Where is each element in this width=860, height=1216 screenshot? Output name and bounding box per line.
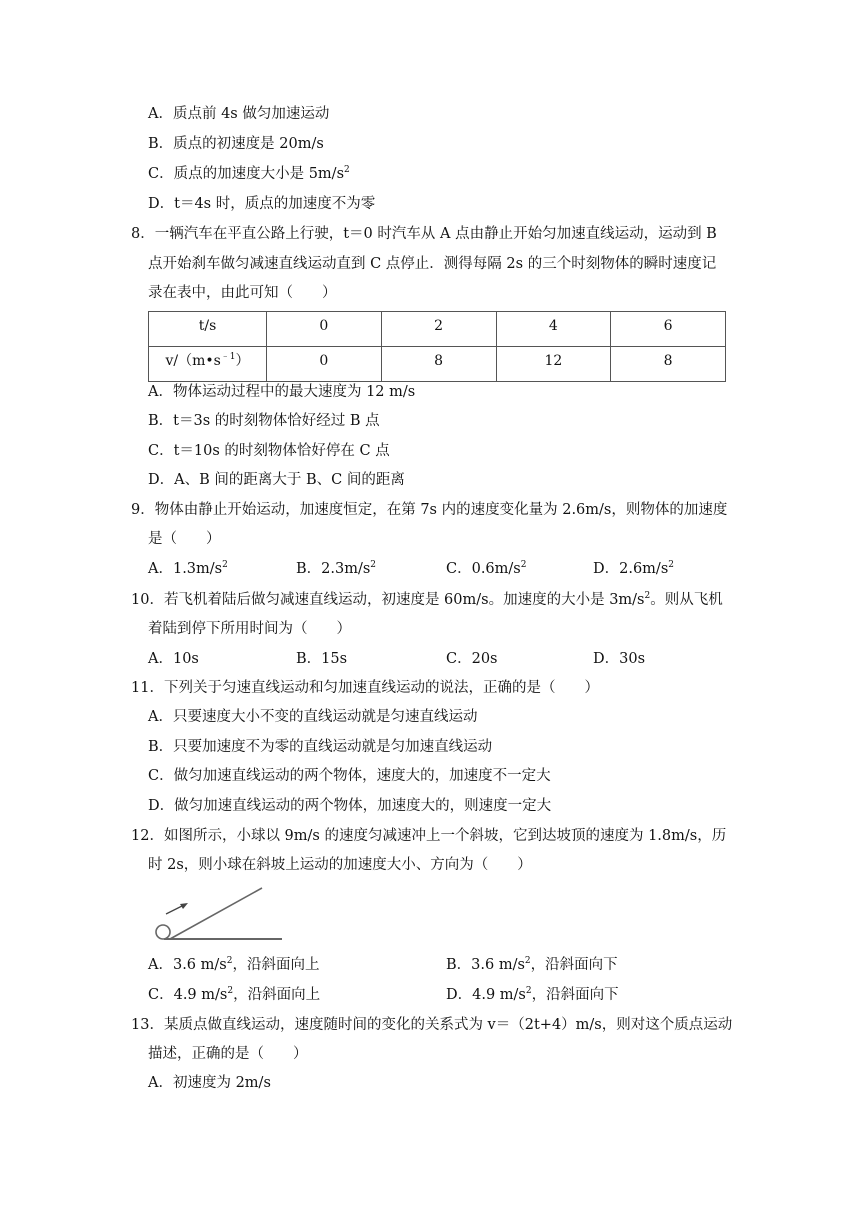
q11-option-b: B．只要加速度不为零的直线运动就是匀加速直线运动: [148, 739, 493, 755]
table-cell: 0: [267, 312, 382, 347]
q9-option-a: A．$1.3m/s^2$: [148, 560, 228, 577]
q8-option-a: A．物体运动过程中的最大速度为 12 m/s: [148, 384, 416, 400]
q10-option-d: D．30s: [593, 651, 646, 667]
q9-stem-line1: 9．物体由静止开始运动，加速度恒定，在第 7s 内的速度变化量为 2.6m/s，则物体的加速度: [131, 502, 728, 518]
q11-option-c: C．做匀加速直线运动的两个物体，速度大的，加速度不一定大: [148, 768, 551, 784]
q11-option-d: D．做匀加速直线运动的两个物体，加速度大的，则速度一定大: [148, 798, 552, 814]
q12-option-a: A．3.6 $m/s^2$，沿斜面向上: [148, 956, 320, 973]
speed-table: [148, 311, 726, 382]
q8-stem-line3: 录在表中，由此可知（ ）: [148, 285, 337, 301]
q7-option-d: D．t＝4s 时，质点的加速度不为零: [148, 196, 376, 212]
q8-stem-line1: 8．一辆汽车在平直公路上行驶，t＝0 时汽车从 A 点由静止开始匀加速直线运动，运动到 B: [131, 226, 717, 242]
q12-stem-line2: 时 2s，则小球在斜坡上运动的加速度大小、方向为（ ）: [148, 857, 532, 873]
q10-option-c: C．20s: [446, 651, 498, 667]
table-header-velocity: $v/(m•s^{﹣1})$: [149, 347, 267, 382]
q12-option-c: C．4.9 $m/s^2$，沿斜面向上: [148, 986, 321, 1003]
q10-stem-line2: 着陆到停下所用时间为（ ）: [148, 621, 351, 637]
q8-option-d: D．A、B 间的距离大于 B、C 间的距离: [148, 472, 405, 488]
q13-stem-line1: 13．某质点做直线运动，速度随时间的变化的关系式为 v＝（2t+4）m/s，则对这个质点运动: [131, 1017, 733, 1033]
table-cell: 6: [611, 312, 726, 347]
q12-stem-line1: 12．如图所示，小球以 9m/s 的速度匀减速冲上一个斜坡，它到达坡顶的速度为 1.8m/s，历: [131, 828, 727, 844]
q9-option-b: B．$2.3m/s^2$: [296, 560, 377, 577]
q12-option-b: B．3.6 $m/s^2$，沿斜面向下: [446, 956, 618, 973]
q10-option-b: B．15s: [296, 651, 348, 667]
q10-option-a: A．10s: [148, 651, 199, 667]
table-row: [149, 347, 726, 382]
q8-option-b: B．t＝3s 的时刻物体恰好经过 B 点: [148, 413, 380, 429]
q11-option-a: A．只要速度大小不变的直线运动就是匀速直线运动: [148, 709, 478, 725]
table-header-time: t/s: [149, 312, 267, 347]
q8-option-c: C．t＝10s 的时刻物体恰好停在 C 点: [148, 443, 390, 459]
q9-stem-line2: 是（ ）: [148, 531, 221, 547]
ball-on-slope-figure: [150, 884, 290, 944]
ball: [156, 925, 170, 939]
table-cell: 4: [496, 312, 611, 347]
q9-option-c: C．$0.6m/s^2$: [446, 560, 527, 577]
table-cell: 12: [496, 347, 611, 382]
q13-option-a: A．初速度为 2m/s: [148, 1075, 271, 1091]
q11-stem-line1: 11．下列关于匀速直线运动和匀加速直线运动的说法，正确的是（ ）: [131, 680, 599, 696]
table-cell: 8: [611, 347, 726, 382]
q9-option-d: D．$2.6m/s^2$: [593, 560, 674, 577]
q13-stem-line2: 描述，正确的是（ ）: [148, 1046, 308, 1062]
velocity-arrow: [166, 905, 184, 914]
q12-option-d: D．4.9 $m/s^2$，沿斜面向下: [446, 986, 619, 1003]
table-row: [149, 312, 726, 347]
q10-stem-line1: 10．若飞机着陆后做匀减速直线运动，初速度是 60m/s。加速度的大小是 $3m/s^2$。则从飞机: [131, 591, 723, 608]
q8-stem-line2: 点开始刹车做匀减速直线运动直到 C 点停止．测得每隔 2s 的三个时刻物体的瞬时速度记: [148, 256, 717, 272]
q7-option-c: C．质点的加速度大小是 $5m/s^2$: [148, 165, 350, 182]
table-cell: 0: [267, 347, 382, 382]
table-cell: 2: [381, 312, 496, 347]
q7-option-a: A．质点前 4s 做匀加速运动: [148, 106, 330, 122]
q7-option-b: B．质点的初速度是 20m/s: [148, 136, 324, 152]
table-cell: 8: [381, 347, 496, 382]
slope-line: [170, 888, 262, 939]
